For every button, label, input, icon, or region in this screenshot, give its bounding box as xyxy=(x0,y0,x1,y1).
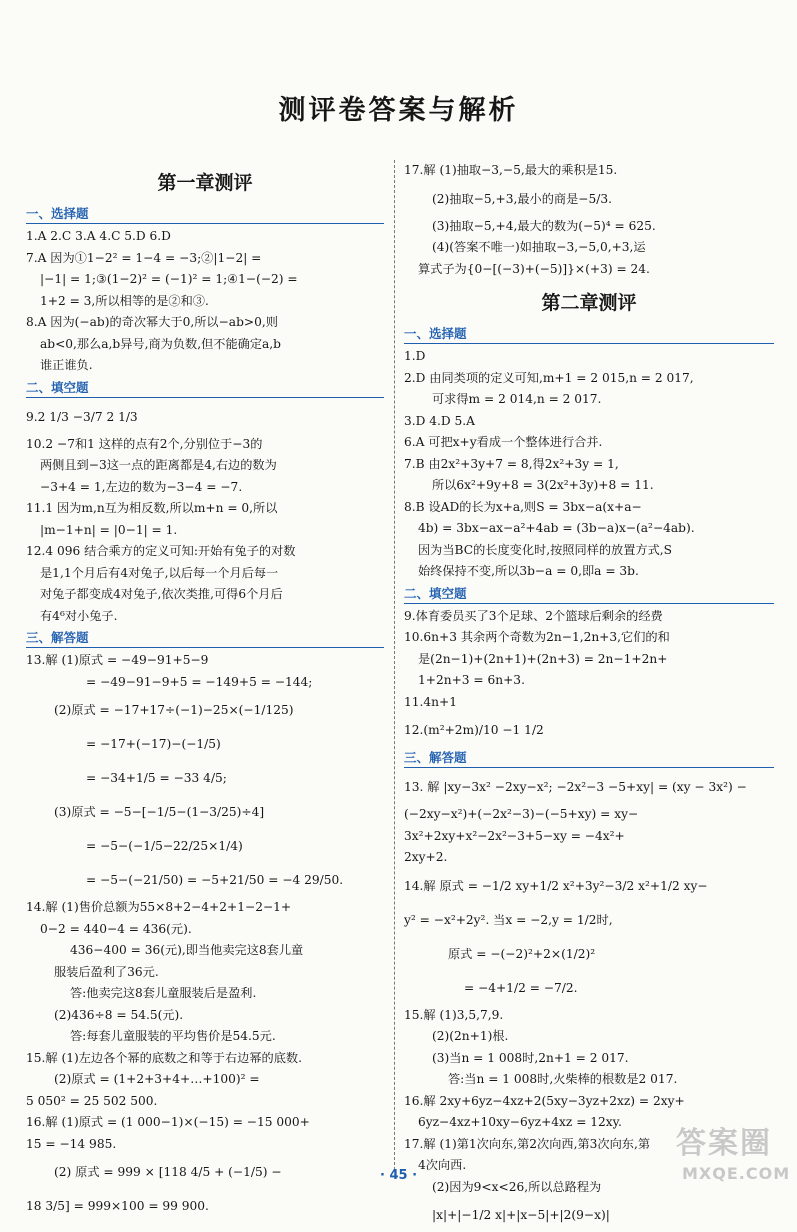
section-solve: 三、解答题 xyxy=(404,748,774,768)
answer-line: 2.D 由同类项的定义可知,m+1 = 2 015,n = 2 017, xyxy=(404,370,694,385)
watermark-text: 答案圈 xyxy=(676,1126,772,1161)
answer-line: 有4⁶对小兔子. xyxy=(40,608,118,623)
answer-line: |−1| = 1;③(1−2)² = (−1)² = 1;④1−(−2) = xyxy=(40,272,298,286)
answer-line: 6.A 可把x+y看成一个整体进行合并. xyxy=(404,435,603,449)
answer-line: ab<0,那么a,b异号,商为负数,但不能确定a,b xyxy=(40,336,281,351)
answer-line: 9.体育委员买了3个足球、2个篮球后剩余的经费 xyxy=(404,608,663,623)
answer-line: 是1,1个月后有4对兔子,以后每一个月后每一 xyxy=(40,565,279,580)
answer-line: 12.4 096 结合乘方的定义可知:开始有兔子的对数 xyxy=(26,544,296,558)
answer-line: = −34+1/5 = −33 4/5; xyxy=(86,771,227,785)
answer-line: 始终保持不变,所以3b−a = 0,即a = 3b. xyxy=(418,564,639,578)
answer-line: (2)436÷8 = 54.5(元). xyxy=(54,1007,184,1022)
answer-line: 7.B 由2x²+3y+7 = 8,得2x²+3y = 1, xyxy=(404,456,619,471)
answer-line: 3.D 4.D 5.A xyxy=(404,413,475,428)
answer-line: (2)(2n+1)根. xyxy=(432,1029,509,1043)
answer-line: 16.解 (1)原式 = (1 000−1)×(−15) = −15 000+ xyxy=(26,1115,310,1129)
answer-line: 对兔子都变成4对兔子,依次类推,可得6个月后 xyxy=(40,587,283,601)
answer-line: 17.解 (1)第1次向东,第2次向西,第3次向东,第 xyxy=(404,1136,651,1151)
answer-line: −3+4 = 1,左边的数为−3−4 = −7. xyxy=(40,479,243,494)
answer-line: 18 3/5] = 999×100 = 99 900. xyxy=(26,1199,209,1213)
answer-line: 是(2n−1)+(2n+1)+(2n+3) = 2n−1+2n+ xyxy=(418,651,668,666)
answer-line: 所以6x²+9y+8 = 3(2x²+3y)+8 = 11. xyxy=(432,478,654,492)
page-title: 测评卷答案与解析 xyxy=(278,95,519,126)
answer-line: = −5−(−21/50) = −5+21/50 = −4 29/50. xyxy=(86,873,344,887)
section-fill: 二、填空题 xyxy=(404,584,774,604)
section-choice: 一、选择题 xyxy=(26,204,384,224)
answer-line: (2)抽取−5,+3,最小的商是−5/3. xyxy=(432,191,612,206)
answer-line: (4)(答案不唯一)如抽取−3,−5,0,+3,运 xyxy=(432,240,646,254)
answer-line: 17.解 (1)抽取−3,−5,最大的乘积是15. xyxy=(404,163,618,177)
answer-line: 10.6n+3 其余两个奇数为2n−1,2n+3,它们的和 xyxy=(404,630,670,644)
answer-line: 2xy+2. xyxy=(404,850,448,864)
answer-line: |x|+|−1/2 x|+|x−5|+|2(9−x)| xyxy=(432,1208,610,1222)
answer-line: 11.1 因为m,n互为相反数,所以m+n = 0,所以 xyxy=(26,501,278,515)
answer-line: 10.2 −7和1 这样的点有2个,分别位于−3的 xyxy=(26,436,263,451)
answer-line: 13. 解 |xy−3x² −2xy−x²; −2x²−3 −5+xy| = (xy − 3x²) − xyxy=(404,780,747,794)
answer-line: 14.解 (1)售价总额为55×8+2−4+2+1−2−1+ xyxy=(26,900,292,914)
answer-line: (3)当n = 1 008时,2n+1 = 2 017. xyxy=(432,1050,629,1065)
answer-line: 16.解 2xy+6yz−4xz+2(5xy−3yz+2xz) = 2xy+ xyxy=(404,1093,685,1108)
answer-line: = −49−91−9+5 = −149+5 = −144; xyxy=(86,674,313,689)
answer-line: (−2xy−x²)+(−2x²−3)−(−5+xy) = xy− xyxy=(404,807,639,821)
answer-line: 两侧且到−3这一点的距离都是4,右边的数为 xyxy=(40,458,277,472)
answer-line: 原式 = −(−2)²+2×(1/2)² xyxy=(448,946,596,961)
answer-line: = −5−(−1/5−22/25×1/4) xyxy=(86,839,243,853)
answer-line: 6yz−4xz+10xy−6yz+4xz = 12xy. xyxy=(418,1115,622,1129)
answer-line: 8.A 因为(−ab)的奇次幂大于0,所以−ab>0,则 xyxy=(26,315,278,329)
answer-line: (3)原式 = −5−[−1/5−(1−3/25)÷4] xyxy=(54,805,265,819)
answer-line: 12.(m²+2m)/10 −1 1/2 xyxy=(404,723,544,737)
answer-line: 8.B 设AD的长为x+a,则S = 3bx−a(x+a− xyxy=(404,499,642,514)
answer-line: 0−2 = 440−4 = 436(元). xyxy=(40,921,192,936)
answer-line: 算式子为{0−[(−3)+(−5)]}×(+3) = 24. xyxy=(418,261,650,276)
answer-line: 答:当n = 1 008时,火柴棒的根数是2 017. xyxy=(448,1072,678,1086)
answer-line: 可求得m = 2 014,n = 2 017. xyxy=(432,392,602,406)
answer-line: 服装后盈利了36元. xyxy=(54,964,159,979)
answer-line: 3x²+2xy+x²−2x²−3+5−xy = −4x²+ xyxy=(404,828,625,843)
answer-line: |m−1+n| = |0−1| = 1. xyxy=(40,522,178,537)
section-solve: 三、解答题 xyxy=(26,628,384,648)
left-column xyxy=(26,160,384,1223)
section-fill: 二、填空题 xyxy=(26,378,384,398)
page-number: · 45 · xyxy=(379,1168,418,1183)
answer-line: = −4+1/2 = −7/2. xyxy=(464,980,578,995)
chapter-title-1: 第一章测评 xyxy=(157,172,253,194)
section-choice: 一、选择题 xyxy=(404,324,774,344)
answer-line: 15 = −14 985. xyxy=(26,1136,117,1151)
answer-line: (3)抽取−5,+4,最大的数为(−5)⁴ = 625. xyxy=(432,218,656,233)
answer-line: 1.D xyxy=(404,349,426,363)
answer-line: (2)原式 = −17+17÷(−1)−25×(−1/125) xyxy=(54,703,294,717)
answer-line: 1+2 = 3,所以相等的是②和③. xyxy=(40,293,209,308)
answer-line: 7.A 因为①1−2² = 1−4 = −3;②|1−2| = xyxy=(26,250,262,265)
answer-line: 15.解 (1)3,5,7,9. xyxy=(404,1007,504,1022)
answer-line: 9.2 1/3 −3/7 2 1/3 xyxy=(26,409,138,424)
answer-line: 4b) = 3bx−ax−a²+4ab = (3b−a)x−(a²−4ab). xyxy=(418,521,695,535)
right-column xyxy=(404,160,774,1232)
answer-line: 5 050² = 25 502 500. xyxy=(26,1093,158,1108)
column-divider xyxy=(394,160,395,1170)
answer-line: 1.A 2.C 3.A 4.C 5.D 6.D xyxy=(26,229,171,243)
answer-line: 13.解 (1)原式 = −49−91+5−9 xyxy=(26,653,209,667)
answer-line: 1+2n+3 = 6n+3. xyxy=(418,673,525,687)
answer-line: 11.4n+1 xyxy=(404,694,457,709)
answer-line: y² = −x²+2y². 当x = −2,y = 1/2时, xyxy=(404,912,613,927)
answer-line: 15.解 (1)左边各个幂的底数之和等于右边幂的底数. xyxy=(26,1050,302,1065)
chapter-title-2: 第二章测评 xyxy=(541,292,637,314)
answer-line: (2)原式 = (1+2+3+4+…+100)² = xyxy=(54,1072,260,1086)
answer-line: 答:每套儿童服装的平均售价是54.5元. xyxy=(70,1029,276,1043)
watermark-url: MXQE.COM xyxy=(682,1164,791,1183)
answer-line: (2) 原式 = 999 × [118 4/5 + (−1/5) − xyxy=(54,1165,282,1179)
answer-line: 谁正谁负. xyxy=(40,358,93,372)
watermark-logo xyxy=(676,1124,792,1196)
answer-line: 14.解 原式 = −1/2 xy+1/2 x²+3y²−3/2 x²+1/2 xy− xyxy=(404,878,708,893)
answer-line: 4次向西. xyxy=(418,1158,467,1172)
answer-line: = −17+(−17)−(−1/5) xyxy=(86,737,221,751)
answer-line: 436−400 = 36(元),即当他卖完这8套儿童 xyxy=(70,943,304,957)
answer-line: 因为当BC的长度变化时,按照同样的放置方式,S xyxy=(418,542,672,557)
answer-line: 答:他卖完这8套儿童服装后是盈利. xyxy=(70,986,257,1000)
answer-line: (2)因为9<x<26,所以总路程为 xyxy=(432,1179,602,1194)
